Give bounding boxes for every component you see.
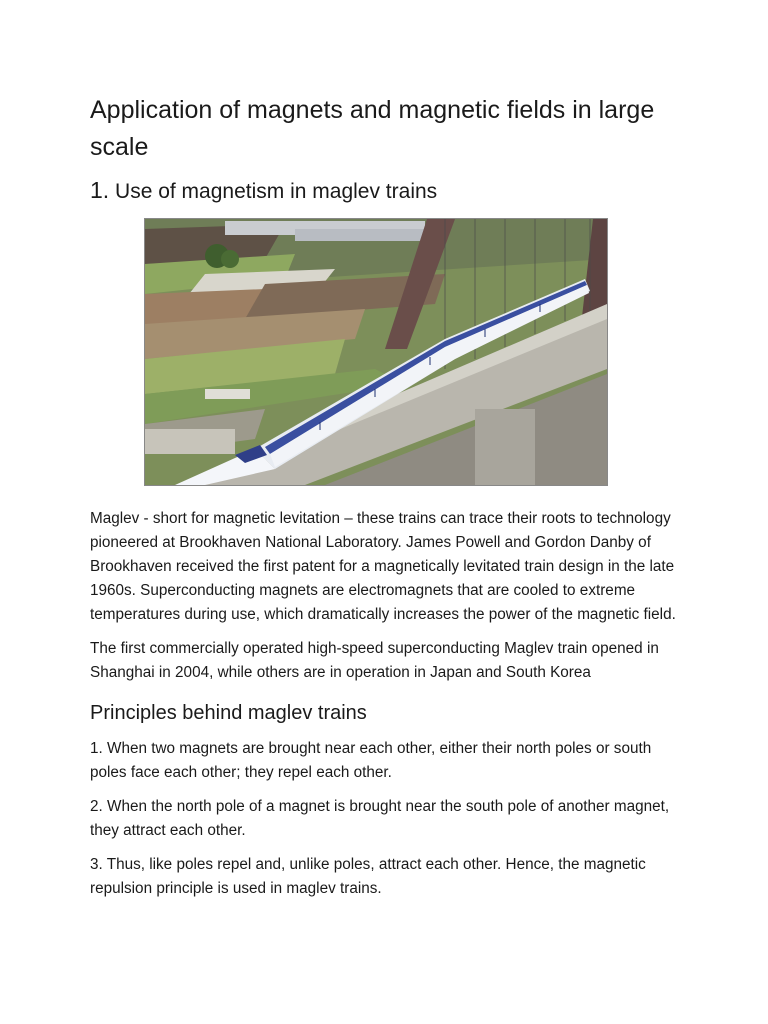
principle-item-2: 2. When the north pole of a magnet is brought near the south pole of another magnet, they attract each other. xyxy=(90,798,670,839)
paragraph-maglev-operations: The first commercially operated high-speed superconducting Maglev train opened in Shanghai in 2004, while others are in operation in Japan and South Korea xyxy=(90,640,659,681)
document-title: Application of magnets and magnetic fields in large scale xyxy=(90,96,655,161)
section-number: 1. xyxy=(90,177,110,203)
maglev-train-photo xyxy=(144,218,608,486)
section-heading xyxy=(90,176,680,206)
section-heading-text: Use of magnetism in maglev trains xyxy=(115,180,438,203)
principle-item-1: 1. When two magnets are brought near each other, either their north poles or south poles face each other; they repel each other. xyxy=(90,740,652,781)
document-page xyxy=(90,92,680,911)
paragraph-maglev-history: Maglev - short for magnetic levitation – these trains can trace their roots to technology pioneered at Brookhaven National Laboratory. James Powell and Gordon Danby of Brookhaven received the first patent for a magnetically levitated train design in the late 1960s. Superconducting magnets are electromagnets that are cooled to extreme temperatures during use, which dramatically increases the power of the magnetic field. xyxy=(90,510,676,623)
principle-item-3: 3. Thus, like poles repel and, unlike poles, attract each other. Hence, the magnetic repulsion principle is used in maglev trains. xyxy=(90,856,646,897)
principles-heading: Principles behind maglev trains xyxy=(90,702,367,724)
